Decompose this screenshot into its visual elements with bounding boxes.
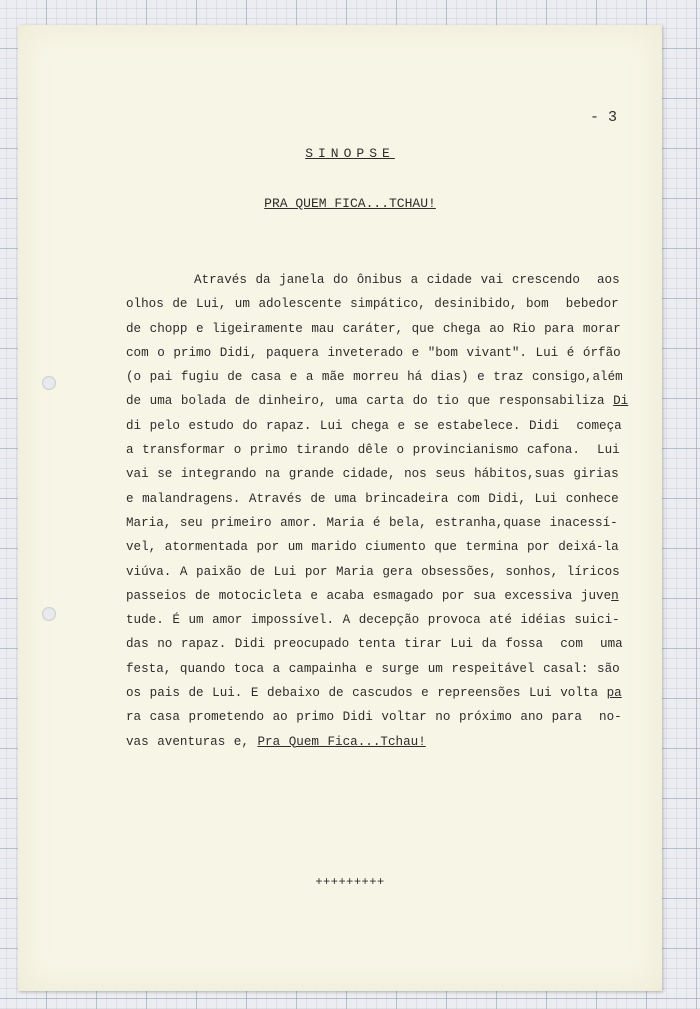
binder-hole bbox=[42, 376, 56, 390]
synopsis-line: vas aventuras e, Pra Quem Fica...Tchau! bbox=[126, 734, 426, 749]
synopsis-line: festa, quando toca a campainha e surge um respeitável casal: são bbox=[126, 661, 620, 676]
synopsis-line: viúva. A paixão de Lui por Maria gera obsessões, sonhos, líricos bbox=[126, 564, 620, 579]
document-title: SINOPSE bbox=[305, 146, 395, 161]
synopsis-line: ra casa prometendo ao primo Didi voltar no próximo ano para no- bbox=[126, 710, 622, 725]
synopsis-line: Maria, seu primeiro amor. Maria é bela, estranha,quase inacessí- bbox=[126, 515, 618, 530]
synopsis-line: di pelo estudo do rapaz. Lui chega e se estabelece. Didi começa bbox=[126, 418, 622, 433]
synopsis-line: e malandragens. Através de uma brincadeira com Didi, Lui conhece bbox=[126, 491, 619, 506]
closing-mark: +++++++++ bbox=[315, 875, 385, 889]
synopsis-line: (o pai fugiu de casa e a mãe morreu há dias) e traz consigo,além bbox=[126, 370, 623, 385]
synopsis-line: passeios de motocicleta e acaba esmagado por sua excessiva juven bbox=[126, 588, 619, 603]
binder-hole bbox=[42, 607, 56, 621]
synopsis-line: a transformar o primo tirando dêle o provincianismo cafona. Lui bbox=[126, 443, 620, 458]
synopsis-line: de chopp e ligeiramente mau caráter, que chega ao Rio para morar bbox=[126, 321, 621, 336]
synopsis-line: olhos de Lui, um adolescente simpático, desinibido, bom bebedor bbox=[126, 297, 619, 312]
film-title: PRA QUEM FICA...TCHAU! bbox=[264, 196, 436, 211]
synopsis-line: tude. É um amor impossível. A decepção provoca até idéias suici- bbox=[126, 613, 620, 628]
page-number: - 3 bbox=[590, 109, 618, 126]
synopsis-line: Através da janela do ônibus a cidade vai crescendo aos bbox=[194, 273, 620, 287]
synopsis-line: de uma bolada de dinheiro, uma carta do tio que responsabiliza Di bbox=[126, 394, 629, 409]
synopsis-line: das no rapaz. Didi preocupado tenta tirar Lui da fossa com uma bbox=[126, 637, 623, 652]
synopsis-line: vai se integrando na grande cidade, nos seus hábitos,suas girias bbox=[126, 467, 619, 482]
synopsis-line: os pais de Lui. E debaixo de cascudos e repreensões Lui volta pa bbox=[126, 686, 622, 701]
synopsis-body bbox=[126, 268, 629, 754]
synopsis-line: com o primo Didi, paquera inveterado e "bom vivant". Lui é órfão bbox=[126, 345, 621, 360]
synopsis-line: vel, atormentada por um marido ciumento que termina por deixá-la bbox=[126, 540, 619, 555]
